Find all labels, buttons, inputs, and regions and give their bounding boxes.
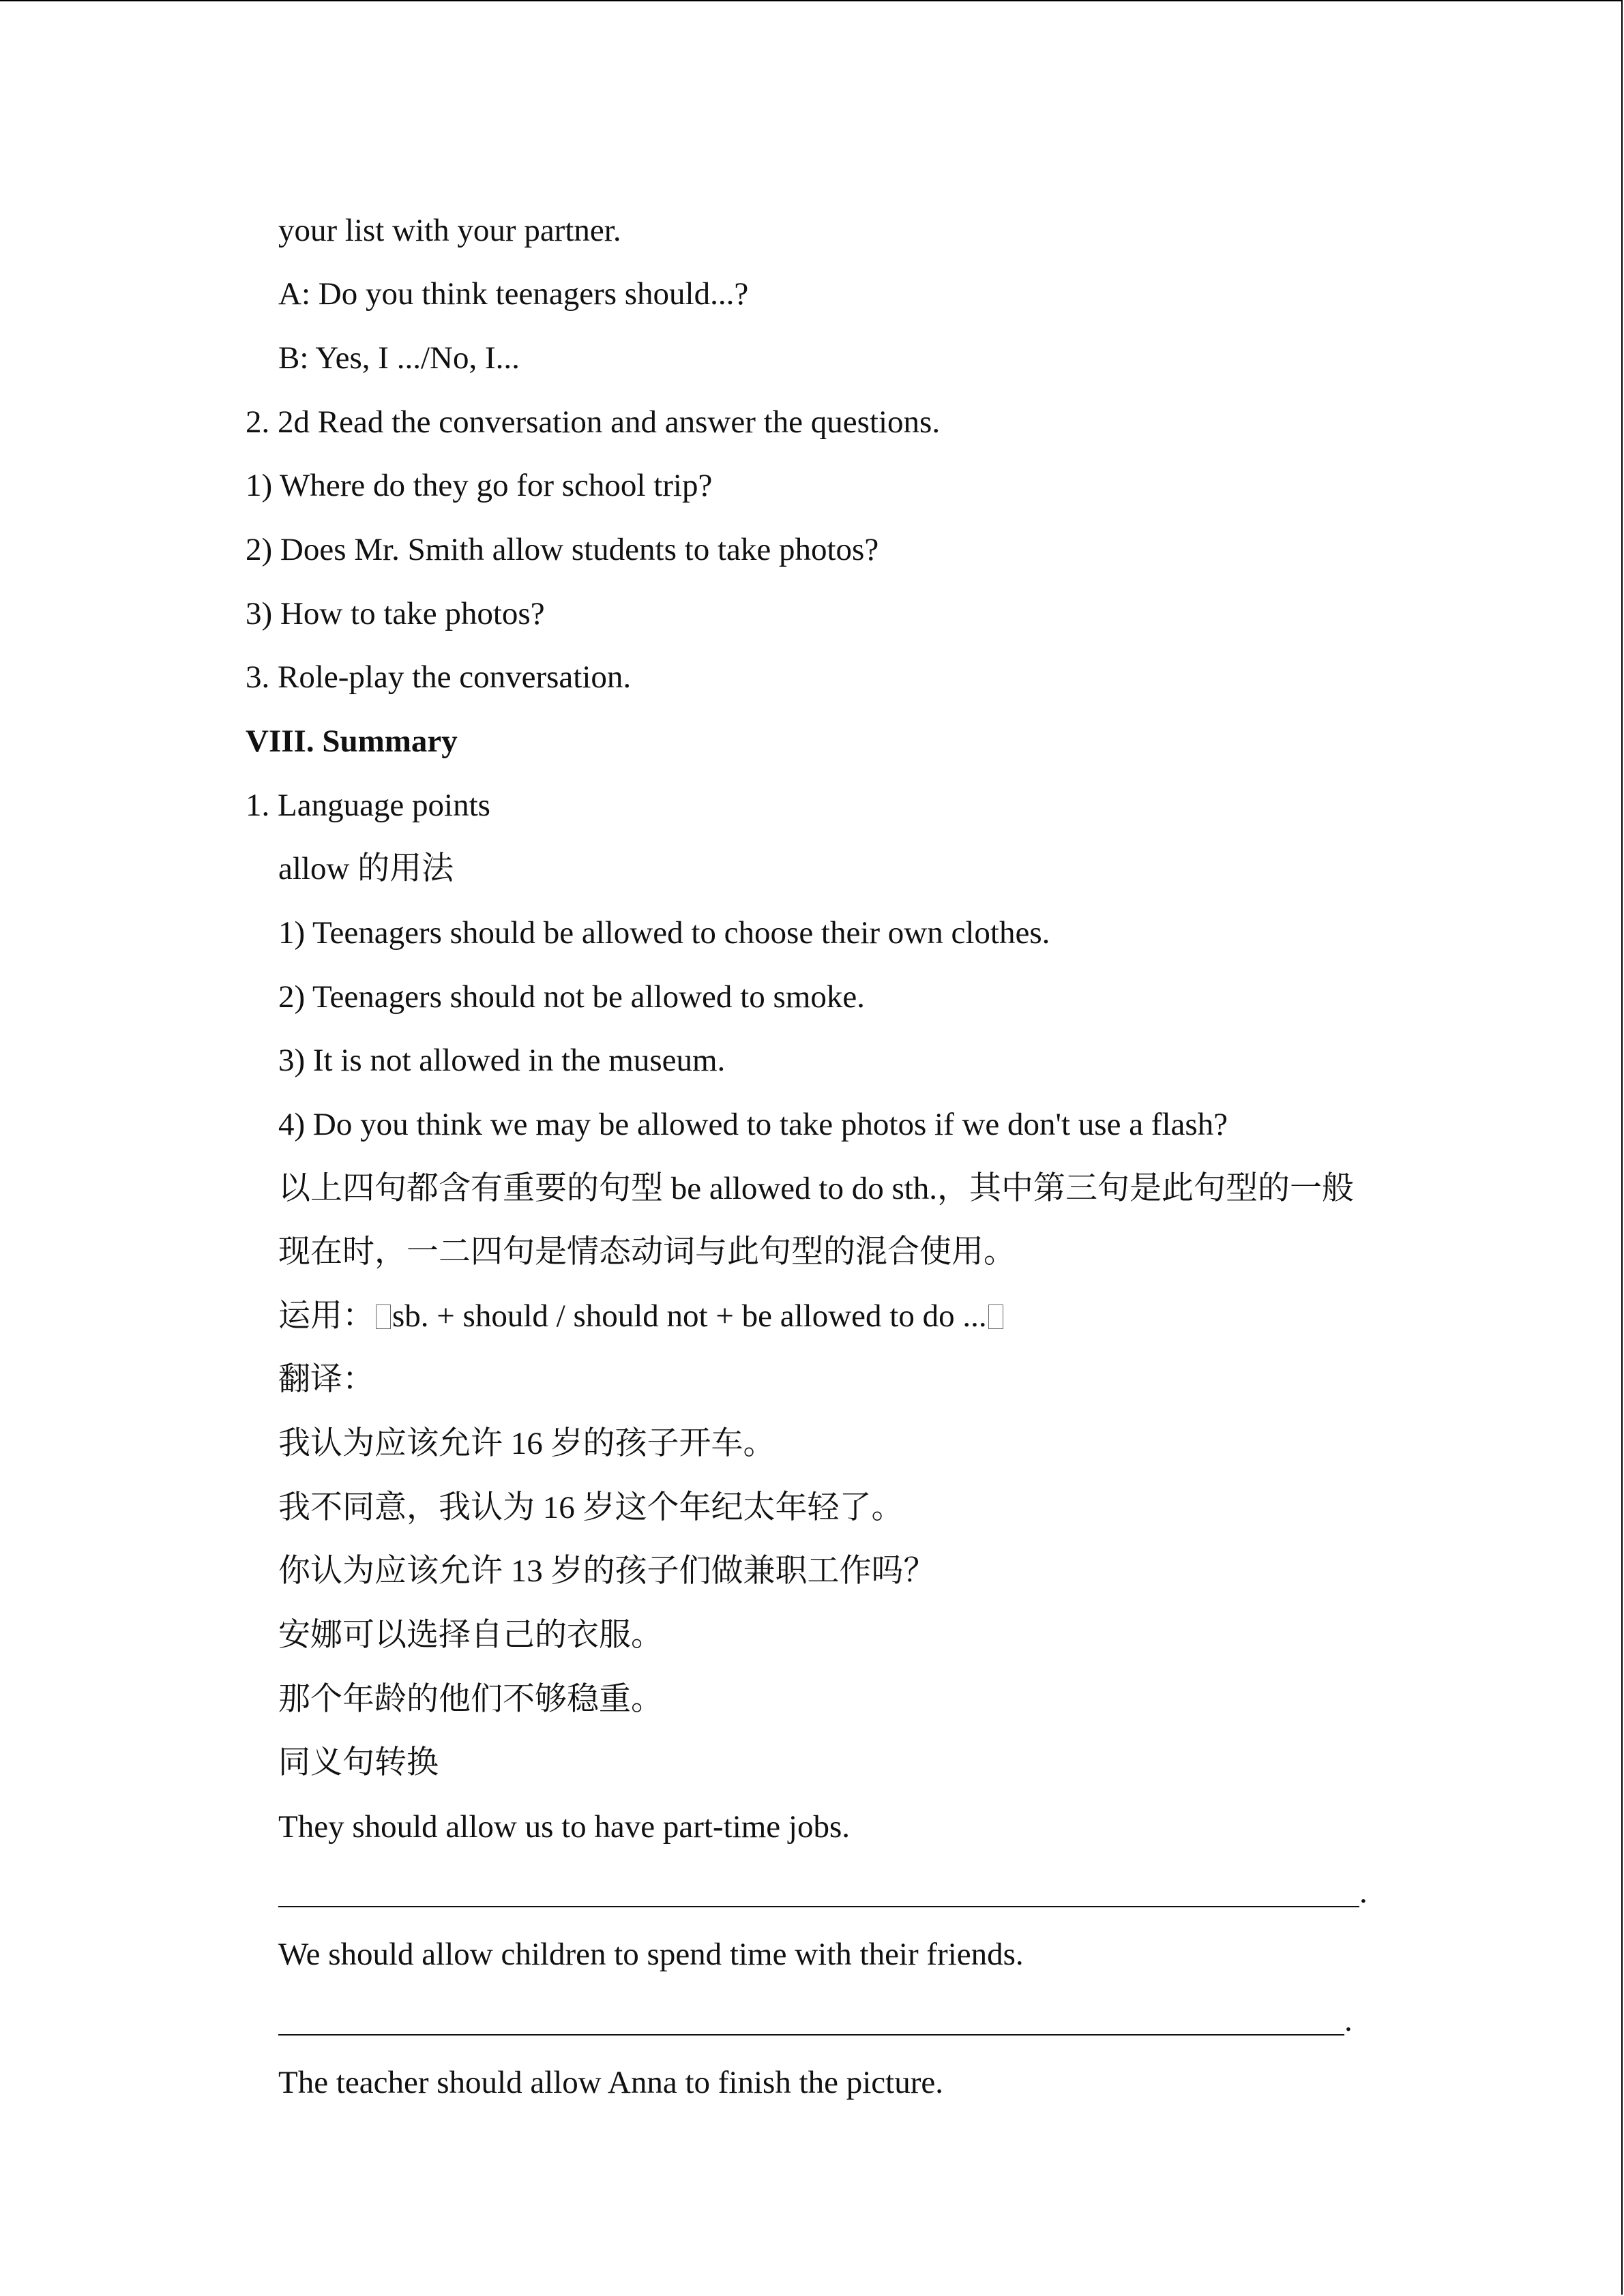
translate-label: 翻译： bbox=[278, 1362, 374, 1397]
translate-sentence-4: 安娜可以选择自己的衣服。 bbox=[278, 1617, 663, 1653]
subheading-language-points: 1. Language points bbox=[246, 788, 490, 823]
subheading-allow-usage: allow 的用法 bbox=[278, 851, 454, 886]
transform-sentence-2: We should allow children to spend time with their friends. bbox=[278, 1937, 1024, 1972]
synonym-transform-label: 同义句转换 bbox=[278, 1745, 439, 1780]
missing-glyph-icon bbox=[376, 1304, 391, 1329]
translate-sentence-1: 我认为应该允许 16 岁的孩子开车。 bbox=[278, 1426, 776, 1461]
explanation-line-2: 现在时，一二四句是情态动词与此句型的混合使用。 bbox=[278, 1234, 1016, 1270]
example-sentence-4: 4) Do you think we may be allowed to take photos if we don't use a flash? bbox=[278, 1107, 1228, 1142]
task-role-play: 3. Role-play the conversation. bbox=[246, 659, 632, 695]
question-3: 3) How to take photos? bbox=[246, 596, 545, 631]
usage-formula: sb. + should / should not + be allowed to do ... bbox=[392, 1298, 987, 1334]
text-line: your list with your partner. bbox=[278, 213, 621, 248]
explanation-line-1: 以上四句都含有重要的句型 be allowed to do sth.，其中第三句是此句型的一般 bbox=[278, 1171, 1355, 1206]
missing-glyph-icon bbox=[988, 1304, 1003, 1329]
answer-blank-2-period: . bbox=[1344, 2003, 1353, 2038]
example-sentence-1: 1) Teenagers should be allowed to choose their own clothes. bbox=[278, 915, 1050, 951]
translate-sentence-3: 你认为应该允许 13 岁的孩子们做兼职工作吗？ bbox=[278, 1553, 936, 1589]
question-2: 2) Does Mr. Smith allow students to take photos? bbox=[246, 532, 879, 567]
section-heading-summary: VIII. Summary bbox=[246, 724, 458, 759]
example-sentence-3: 3) It is not allowed in the museum. bbox=[278, 1043, 726, 1078]
dialogue-line-a: A: Do you think teenagers should...? bbox=[278, 276, 749, 312]
dialogue-line-b: B: Yes, I .../No, I... bbox=[278, 340, 520, 376]
transform-sentence-3: The teacher should allow Anna to finish the picture. bbox=[278, 2065, 943, 2100]
example-sentence-2: 2) Teenagers should not be allowed to smoke. bbox=[278, 979, 865, 1015]
usage-pattern bbox=[278, 1297, 1005, 1335]
question-1: 1) Where do they go for school trip? bbox=[246, 468, 713, 503]
answer-blank-2[interactable] bbox=[278, 2034, 1344, 2036]
task-2d: 2. 2d Read the conversation and answer the questions. bbox=[246, 404, 941, 440]
usage-label: 运用： bbox=[278, 1298, 374, 1334]
answer-blank-1[interactable] bbox=[278, 1906, 1359, 1907]
translate-sentence-2: 我不同意，我认为 16 岁这个年纪太年轻了。 bbox=[278, 1490, 904, 1525]
answer-blank-1-period: . bbox=[1359, 1875, 1368, 1910]
transform-sentence-1: They should allow us to have part-time jobs. bbox=[278, 1809, 851, 1845]
translate-sentence-5: 那个年龄的他们不够稳重。 bbox=[278, 1682, 663, 1717]
